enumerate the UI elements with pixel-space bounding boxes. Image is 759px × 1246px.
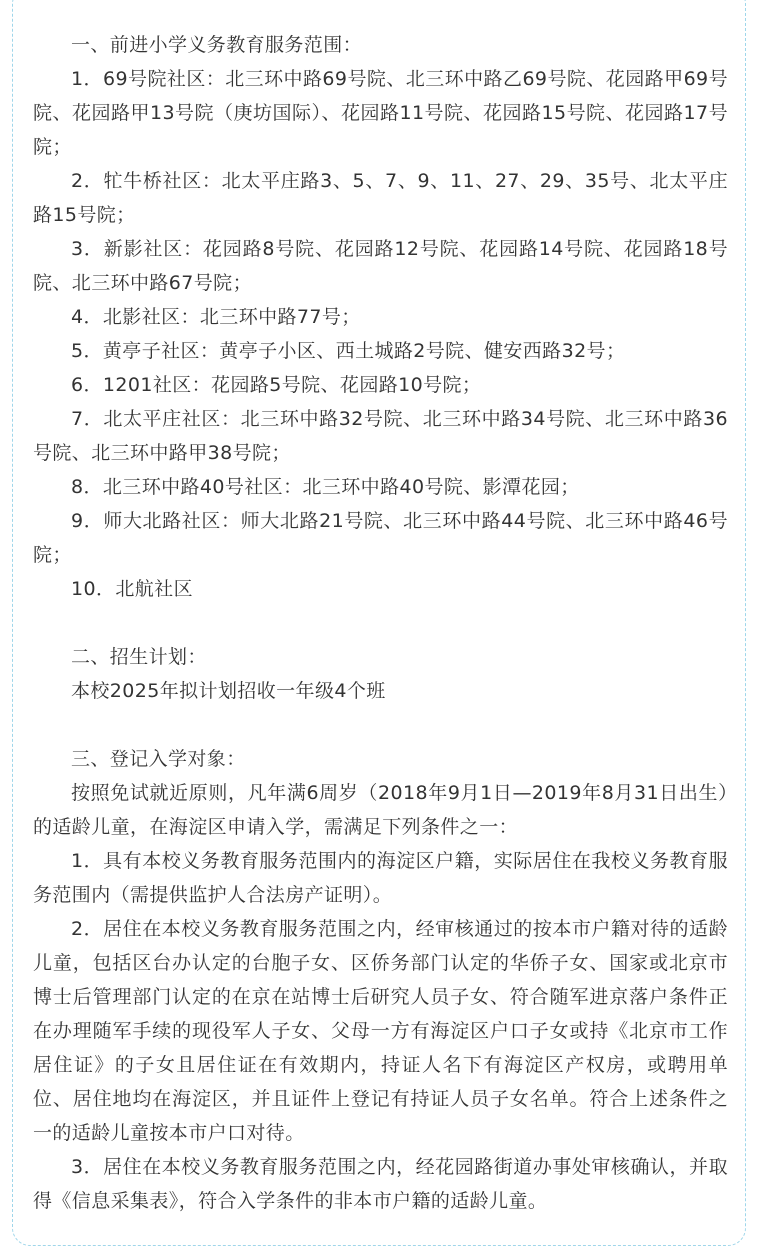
scope-item: 2．牤牛桥社区：北太平庄路3、5、7、9、11、27、29、35号、北太平庄路15号院； (33, 170, 728, 226)
section-heading-eligibility: 三、登记入学对象： (71, 748, 246, 770)
scope-item: 8．北三环中路40号社区：北三环中路40号院、影潭花园； (71, 476, 580, 498)
eligibility-intro: 按照免试就近原则，凡年满6周岁（2018年9月1日—2019年8月31日出生）的适龄儿童，在海淀区申请入学，需满足下列条件之一： (33, 782, 728, 838)
scope-item: 9．师大北路社区：师大北路21号院、北三环中路44号院、北三环中路46号院； (33, 510, 728, 566)
scope-item: 6．1201社区：花园路5号院、花园路10号院； (71, 374, 482, 396)
plan-text: 本校2025年拟计划招收一年级4个班 (71, 680, 386, 702)
eligibility-item: 3．居住在本校义务教育服务范围之内，经花园路街道办事处审核确认，并取得《信息采集表》，符合入学条件的非本市户籍的适龄儿童。 (33, 1156, 728, 1212)
scope-item: 4．北影社区：北三环中路77号； (71, 306, 361, 328)
scope-item: 3．新影社区：花园路8号院、花园路12号院、花园路14号院、花园路18号院、北三环中路67号院； (33, 238, 728, 294)
scope-item: 5．黄亭子社区：黄亭子小区、西土城路2号院、健安西路32号； (71, 340, 626, 362)
spacer (33, 708, 728, 742)
section-heading-plan: 二、招生计划： (71, 646, 207, 668)
scope-item: 7．北太平庄社区：北三环中路32号院、北三环中路34号院、北三环中路36号院、北三环中路甲38号院； (33, 408, 728, 464)
scope-item: 1．69号院社区：北三环中路69号院、北三环中路乙69号院、花园路甲69号院、花园路甲13号院（庚坊国际）、花园路11号院、花园路15号院、花园路17号院； (33, 68, 728, 158)
spacer (33, 606, 728, 640)
article-body (33, 28, 728, 1218)
scope-item: 10．北航社区 (71, 578, 193, 600)
eligibility-item: 2．居住在本校义务教育服务范围之内，经审核通过的按本市户籍对待的适龄儿童，包括区台办认定的台胞子女、区侨务部门认定的华侨子女、国家或北京市博士后管理部门认定的在京在站博士后研究人员子女、符合随军进京落户条件正在办理随军手续的现役军人子女、父母一方有海淀区户口子女或持《北京市工作居住证》的子女且居住证在有效期内，持证人名下有海淀区产权房，或聘用单位、居住地均在海淀区，并且证件上登记有持证人员子女名单。符合上述条件之一的适龄儿童按本市户口对待。 (33, 918, 728, 1144)
eligibility-item: 1．具有本校义务教育服务范围内的海淀区户籍，实际居住在我校义务教育服务范围内（需提供监护人合法房产证明）。 (33, 850, 728, 906)
section-heading-scope: 一、前进小学义务教育服务范围： (71, 34, 363, 56)
